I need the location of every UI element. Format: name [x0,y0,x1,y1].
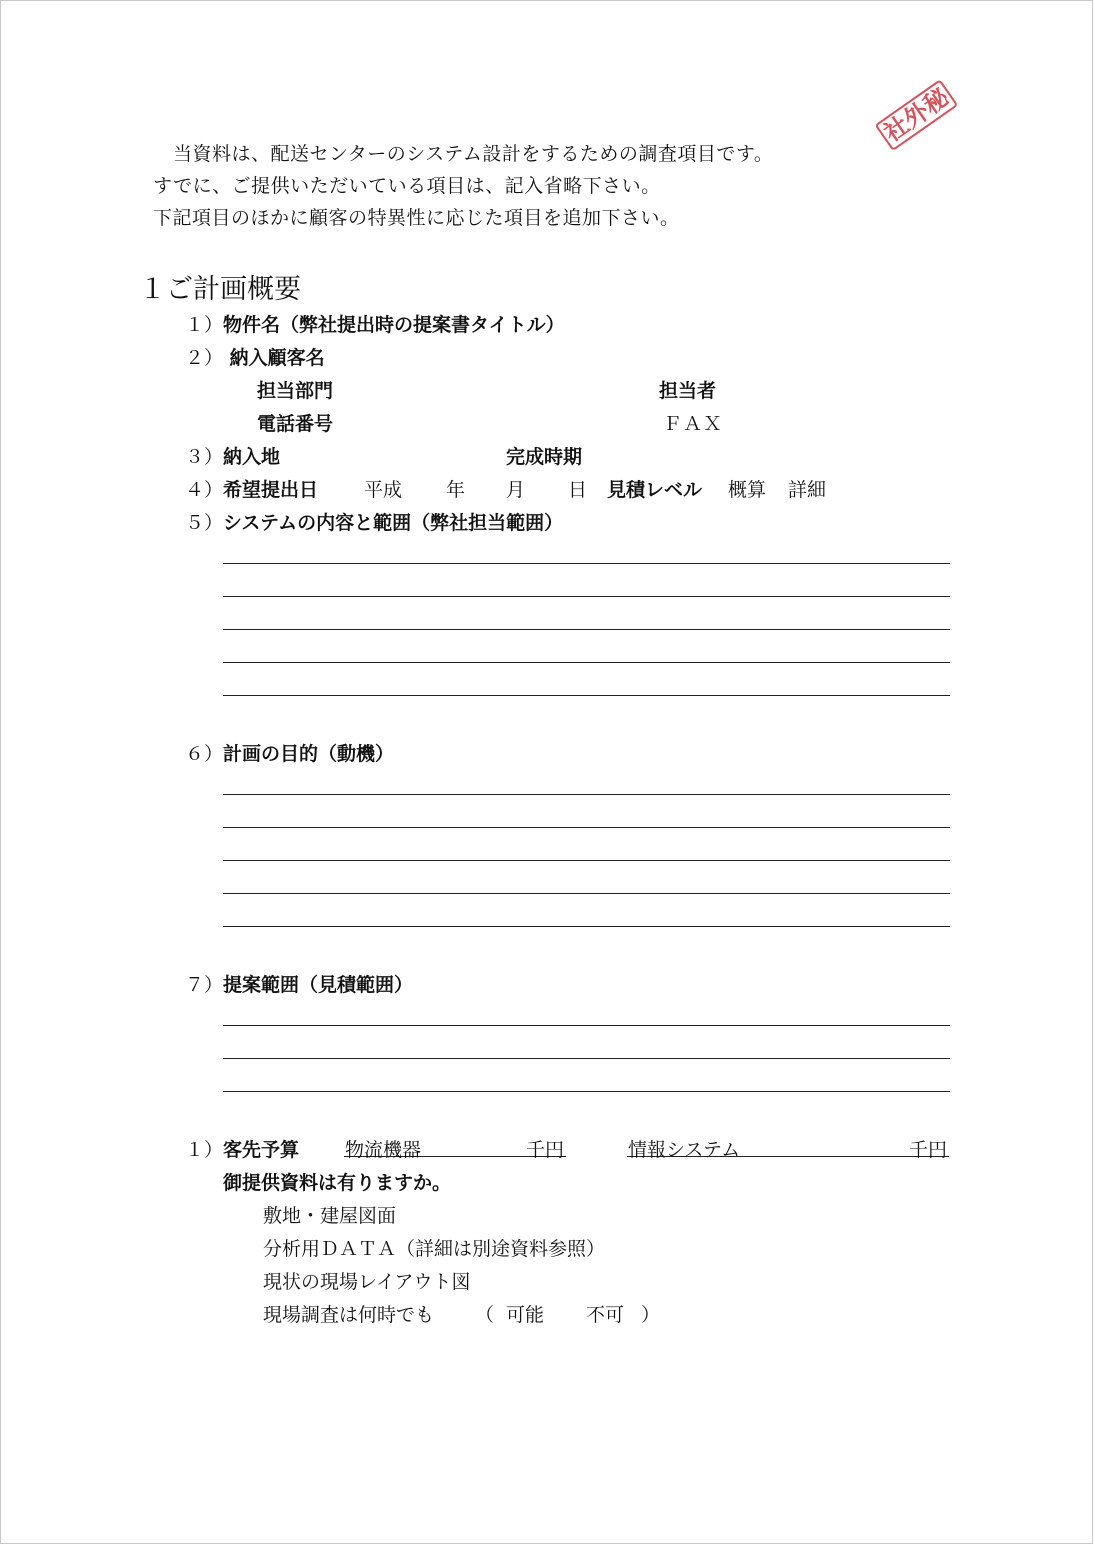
item-project-name [185,310,565,337]
item-proposal-scope [185,970,413,997]
write-line[interactable] [223,794,950,795]
dept-label: 担当部門 [257,380,334,402]
item-number: ７） [185,974,224,996]
site-survey-label: 現場調査は何時でも [263,1304,435,1326]
detail-option: 詳細 [788,479,827,501]
item-number: １） [185,1139,224,1161]
item-number: ４） [185,479,224,501]
material-site-drawing: 敷地・建屋図面 [263,1205,397,1227]
item-label: 物件名（弊社提出時の提案書タイトル） [223,314,565,336]
item-label: 客先予算 [223,1139,300,1161]
person-label: 担当者 [659,380,717,402]
item-delivery-place [185,442,280,469]
item-label: システムの内容と範囲（弊社担当範囲） [223,512,564,534]
survey-possible-option[interactable]: 可能 [506,1304,545,1326]
material-analysis-data: 分析用ＤＡＴＡ（詳細は別途資料参照） [263,1238,606,1260]
item-client-budget [185,1135,299,1162]
item-label: 提案範囲（見積範囲） [223,974,414,996]
materials-question: 御提供資料は有りますか。 [223,1172,452,1194]
item-number: ２） [185,347,224,369]
item-label: 希望提出日 [223,479,319,501]
write-line[interactable] [223,629,950,630]
intro-line-3: 下記項目のほかに顧客の特異性に応じた項目を追加下さい。 [153,207,680,229]
info-system-label: 情報システム [628,1139,741,1161]
logistics-yen-unit: 千円 [526,1139,565,1161]
infosys-yen-unit: 千円 [909,1139,948,1161]
item-system-scope [185,508,563,535]
write-line[interactable] [223,563,950,564]
item-plan-purpose [185,739,394,766]
write-line[interactable] [223,596,950,597]
item-label: 納入地 [223,446,281,468]
intro-line-1: 当資料は、配送センターのシステム設計をするための調査項目です。 [173,143,774,165]
completion-label: 完成時期 [506,446,583,468]
year-label: 年 [446,479,466,501]
survey-impossible-option[interactable]: 不可 [586,1304,625,1326]
logistics-equipment-label: 物流機器 [345,1139,422,1161]
survey-open-paren: （ [475,1304,495,1326]
section-title: １ご計画概要 [139,274,301,305]
rough-option: 概算 [728,479,767,501]
fax-label: ＦＡＸ [663,413,724,435]
day-label: 日 [568,479,588,501]
write-line[interactable] [223,827,950,828]
write-line[interactable] [223,926,950,927]
item-customer-name [185,343,325,370]
write-line[interactable] [223,1058,950,1059]
item-number: ５） [185,512,224,534]
estimate-level-label: 見積レベル [607,479,703,501]
write-line[interactable] [223,695,950,696]
phone-label: 電話番号 [257,413,334,435]
write-line[interactable] [223,1025,950,1026]
item-number: ６） [185,743,224,765]
write-line[interactable] [223,1091,950,1092]
write-line[interactable] [223,860,950,861]
confidential-stamp [865,66,968,166]
era-label: 平成 [364,479,403,501]
write-line[interactable] [223,893,950,894]
item-label: 納入顧客名 [223,347,325,369]
item-number: １） [185,314,224,336]
month-label: 月 [506,479,526,501]
item-label: 計画の目的（動機） [223,743,395,765]
intro-line-2: すでに、ご提供いただいている項目は、記入省略下さい。 [153,175,661,197]
stamp-text: 社外秘 [878,82,954,148]
survey-close-paren: ） [641,1304,661,1326]
item-desired-date [185,475,318,502]
material-layout-drawing: 現状の現場レイアウト図 [263,1271,471,1293]
item-number: ３） [185,446,224,468]
write-line[interactable] [223,662,950,663]
